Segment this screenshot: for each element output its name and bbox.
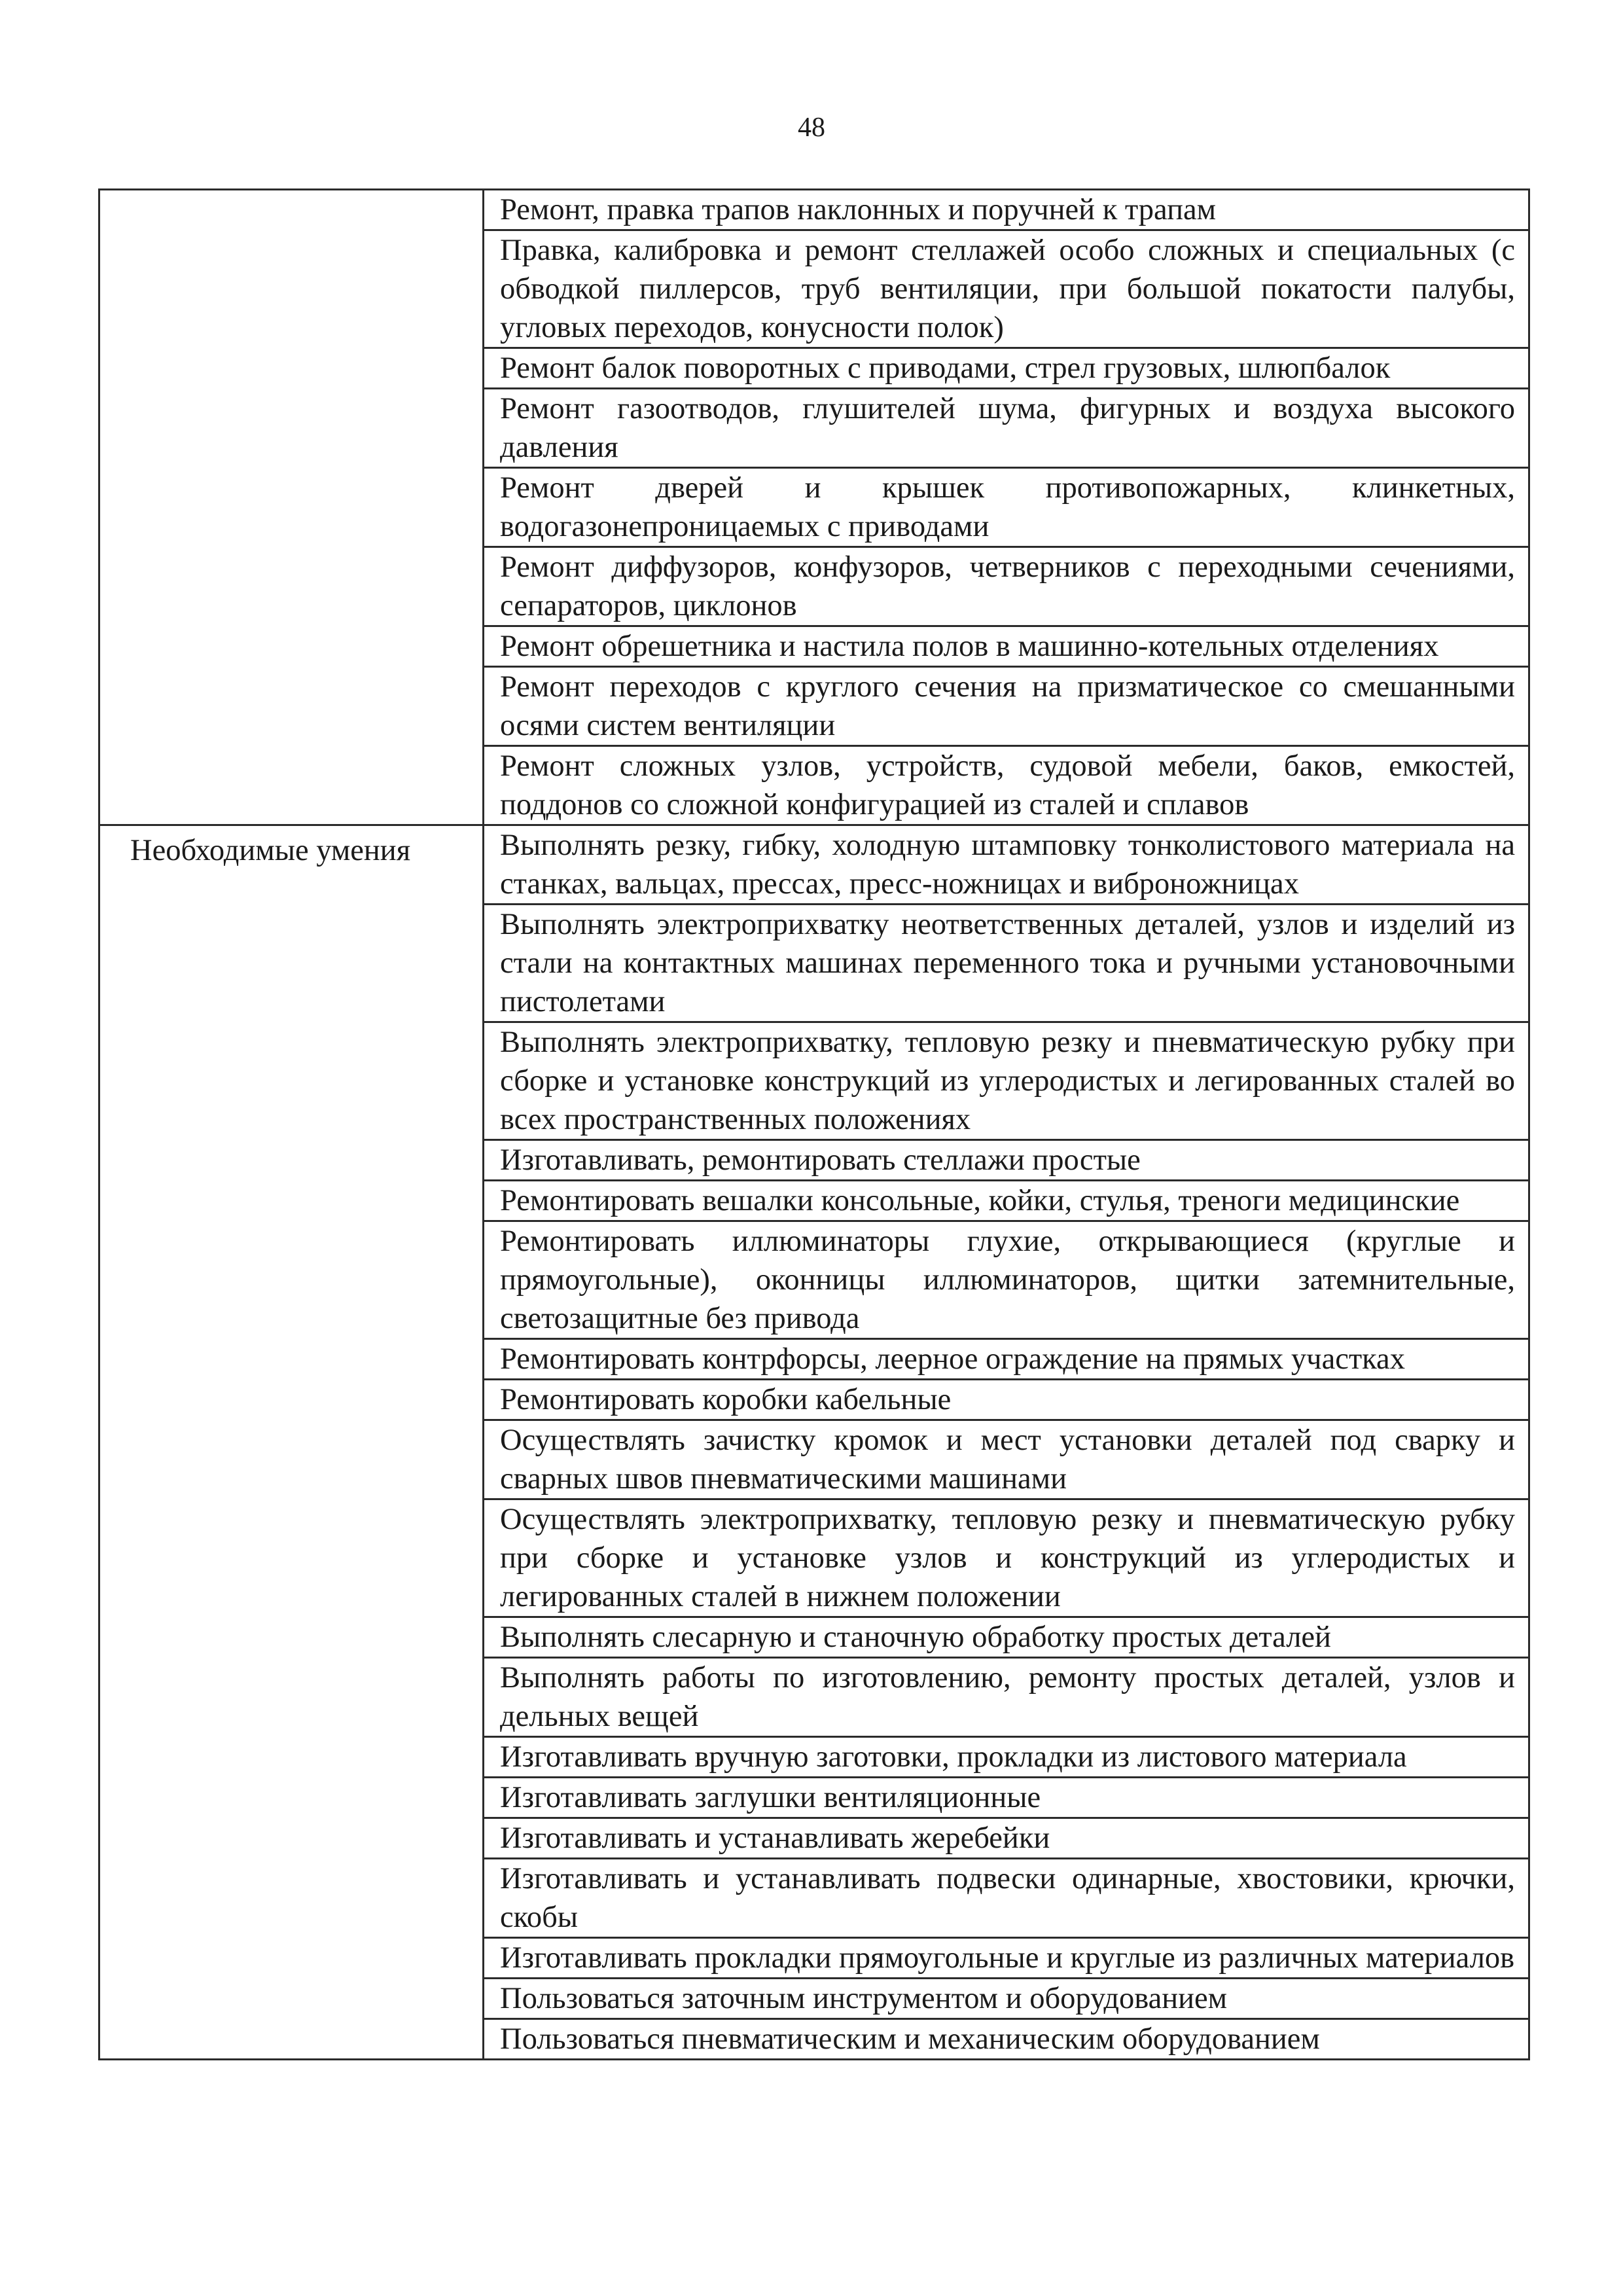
table-cell: Ремонт диффузоров, конфузоров, четверников с переходными сечениями, сепараторов, циклонов — [484, 547, 1529, 626]
table-cell: Выполнять слесарную и станочную обработку простых деталей — [484, 1617, 1529, 1658]
table-cell: Ремонт обрешетника и настила полов в машинно-котельных отделениях — [484, 626, 1529, 667]
table-cell: Выполнять электроприхватку, тепловую резку и пневматическую рубку при сборке и установке конструкций из углеродистых и легированных сталей во всех пространственных положениях — [484, 1022, 1529, 1140]
table-cell: Изготавливать вручную заготовки, прокладки из листового материала — [484, 1737, 1529, 1778]
table-cell: Ремонтировать иллюминаторы глухие, открывающиеся (круглые и прямоугольные), оконницы иллюминаторов, щитки затемнительные, светозащитные без привода — [484, 1221, 1529, 1339]
table-cell: Ремонт балок поворотных с приводами, стрел грузовых, шлюпбалок — [484, 348, 1529, 389]
table-cell: Изготавливать, ремонтировать стеллажи простые — [484, 1140, 1529, 1181]
table-row — [99, 190, 1529, 230]
table-cell: Правка, калибровка и ремонт стеллажей особо сложных и специальных (с обводкой пиллерсов, труб вентиляции, при большой покатости палубы, угловых переходов, конусности полок) — [484, 230, 1529, 348]
table-cell: Ремонт, правка трапов наклонных и поручней к трапам — [484, 190, 1529, 230]
table-cell: Изготавливать и устанавливать подвески одинарные, хвостовики, крючки, скобы — [484, 1859, 1529, 1938]
table-cell: Изготавливать прокладки прямоугольные и круглые из различных материалов — [484, 1938, 1529, 1979]
table-cell: Пользоваться заточным инструментом и оборудованием — [484, 1979, 1529, 2019]
table-cell: Изготавливать и устанавливать жеребейки — [484, 1818, 1529, 1859]
table-cell: Ремонт дверей и крышек противопожарных, клинкетных, водогазонепроницаемых с приводами — [484, 468, 1529, 547]
table-cell: Ремонтировать контрфорсы, леерное ограждение на прямых участках — [484, 1339, 1529, 1380]
section-label — [99, 190, 484, 825]
table-cell: Ремонт газоотводов, глушителей шума, фигурных и воздуха высокого давления — [484, 389, 1529, 468]
table-cell: Выполнять резку, гибку, холодную штамповку тонколистового материала на станках, вальцах, прессах, пресс-ножницах и виброножницах — [484, 825, 1529, 905]
table-cell: Пользоваться пневматическим и механическим оборудованием — [484, 2019, 1529, 2060]
table-row — [99, 825, 1529, 905]
page-number: 48 — [798, 113, 825, 143]
table-cell: Изготавливать заглушки вентиляционные — [484, 1778, 1529, 1818]
requirements-table — [98, 188, 1530, 2060]
table-cell: Осуществлять зачистку кромок и мест установки деталей под сварку и сварных швов пневматическими машинами — [484, 1420, 1529, 1499]
section-label: Необходимые умения — [99, 825, 484, 2060]
table-cell: Выполнять электроприхватку неответственных деталей, узлов и изделий из стали на контактных машинах переменного тока и ручными установочными пистолетами — [484, 905, 1529, 1022]
table-cell: Ремонт сложных узлов, устройств, судовой мебели, баков, емкостей, поддонов со сложной конфигурацией из сталей и сплавов — [484, 746, 1529, 825]
table-cell: Выполнять работы по изготовлению, ремонту простых деталей, узлов и дельных вещей — [484, 1658, 1529, 1737]
table-cell: Ремонтировать коробки кабельные — [484, 1380, 1529, 1420]
table-cell: Ремонт переходов с круглого сечения на призматическое со смешанными осями систем вентиляции — [484, 667, 1529, 746]
table-cell: Осуществлять электроприхватку, тепловую резку и пневматическую рубку при сборке и установке узлов и конструкций из углеродистых и легированных сталей в нижнем положении — [484, 1499, 1529, 1617]
table-cell: Ремонтировать вешалки консольные, койки, стулья, треноги медицинские — [484, 1181, 1529, 1221]
